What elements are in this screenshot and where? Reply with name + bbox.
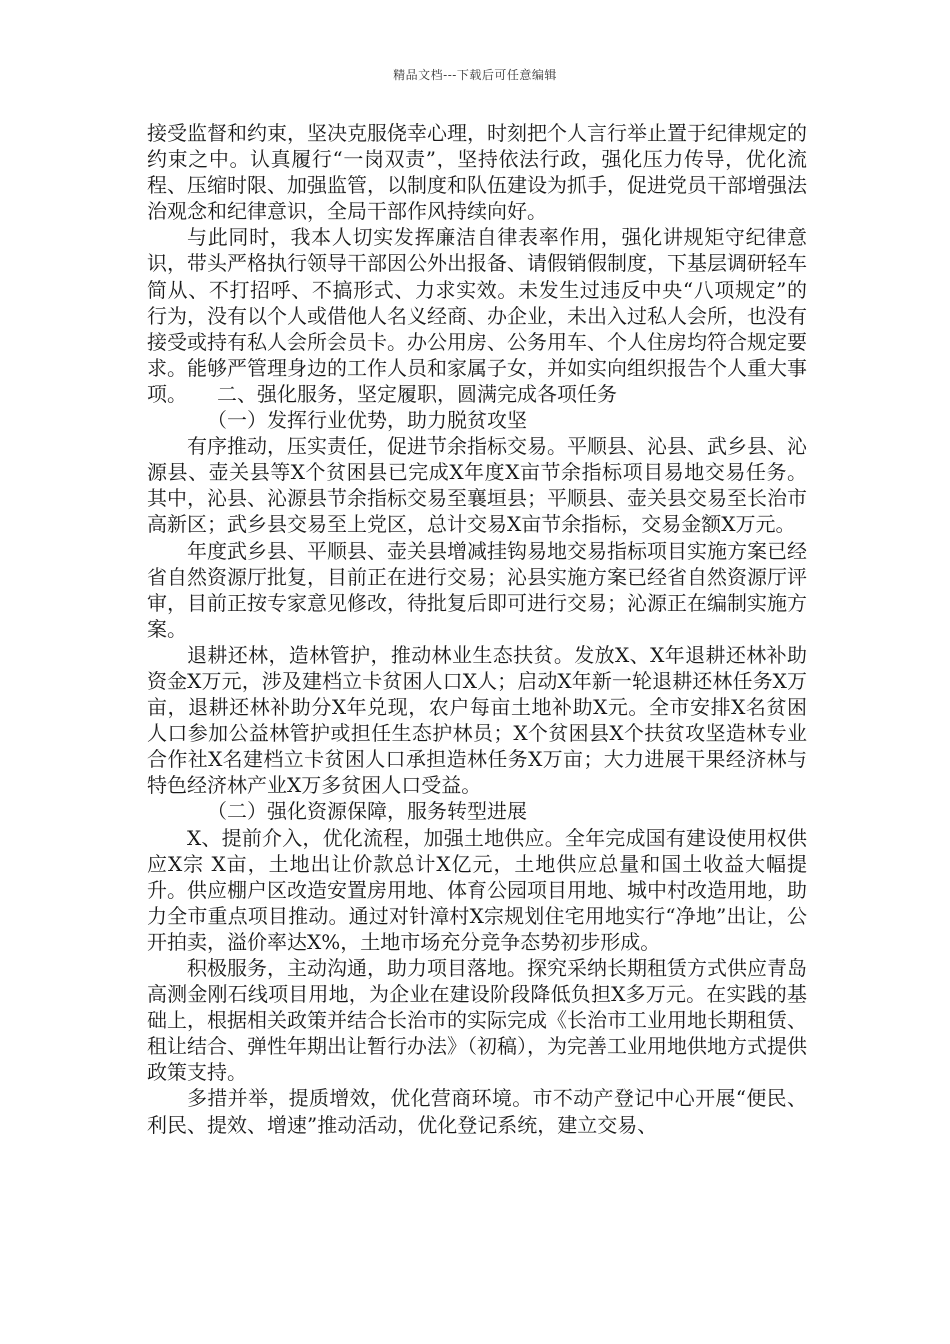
paragraph: X、提前介入，优化流程，加强土地供应。全年完成国有建设使用权供应X宗 X亩，土地出让价款总计X亿元，土地供应总量和国土收益大幅提升。供应棚户区改造安置房用地、体育公园项目用地、城中村改造用地，助力全市重点项目推动。通过对针漳村X宗规划住宅用地实行“净地”出让，公开拍卖，溢价率达X%，土地市场充分竞争态势初步形成。	[147, 825, 807, 954]
page-header: 精品文档---下载后可任意编辑	[393, 68, 557, 82]
paragraph: 接受监督和约束，坚决克服侥幸心理，时刻把个人言行举止置于纪律规定的约束之中。认真履行“一岗双责”，坚持依法行政，强化压力传导，优化流程、压缩时限、加强监管，以制度和队伍建设为抓手，促进党员干部增强法治观念和纪律意识，全局干部作风持续向好。	[147, 121, 807, 224]
paragraph: 多措并举，提质增效，优化营商环境。市不动产登记中心开展“便民、利民、提效、增速”推动活动，优化登记系统，建立交易、	[147, 1086, 807, 1137]
document-body	[147, 120, 807, 1138]
paragraph: 年度武乡县、平顺县、壶关县增减挂钩易地交易指标项目实施方案已经省自然资源厅批复，目前正在进行交易；沁县实施方案已经省自然资源厅评审，目前正按专家意见修改，待批复后即可进行交易；沁源正在编制实施方案。	[147, 538, 807, 641]
section-heading: （二）强化资源保障，服务转型进展	[207, 799, 527, 824]
paragraph: 积极服务，主动沟通，助力项目落地。探究采纳长期租赁方式供应青岛高测金刚石线项目用地，为企业在建设阶段降低负担X多万元。在实践的基础上，根据相关政策并结合长治市的实际完成《长治市工业用地长期租赁、租让结合、弹性年期出让暂行办法》（初稿），为完善工业用地供地方式提供政策支持。	[147, 956, 807, 1085]
paragraph: 与此同时，我本人切实发挥廉洁自律表率作用，强化讲规矩守纪律意识，带头严格执行领导干部因公外出报备、请假销假制度，下基层调研轻车简从、不打招呼、不搞形式、力求实效。未发生过违反中央“八项规定”的行为，没有以个人或借他人名义经商、办企业，未出入过私人会所，也没有接受或持有私人会所会员卡。办公用房、公务用车、个人住房均符合规定要求。能够严管理身边的工作人员和家属子女，并如实向组织报告个人重大事项。 二、强化服务，坚定履职，圆满完成各项任务	[147, 225, 807, 406]
section-heading: （一）发挥行业优势，助力脱贫攻坚	[207, 408, 527, 433]
paragraph: 有序推动，压实责任，促进节余指标交易。平顺县、沁县、武乡县、沁源县、壶关县等X个贫困县已完成X年度X亩节余指标项目易地交易任务。其中，沁县、沁源县节余指标交易至襄垣县；平顺县、壶关县交易至长治市高新区；武乡县交易至上党区，总计交易X亩节余指标，交易金额X万元。	[147, 434, 807, 537]
paragraph: 退耕还林，造林管护，推动林业生态扶贫。发放X、X年退耕还林补助资金X万元，涉及建档立卡贫困人口X人；启动X年新一轮退耕还林任务X万亩，退耕还林补助分X年兑现，农户每亩土地补助X元。全市安排X名贫困人口参加公益林管护或担任生态护林员；X个贫困县X个扶贫攻坚造林专业合作社X名建档立卡贫困人口承担造林任务X万亩；大力进展干果经济林与特色经济林产业X万多贫困人口受益。	[147, 642, 807, 798]
